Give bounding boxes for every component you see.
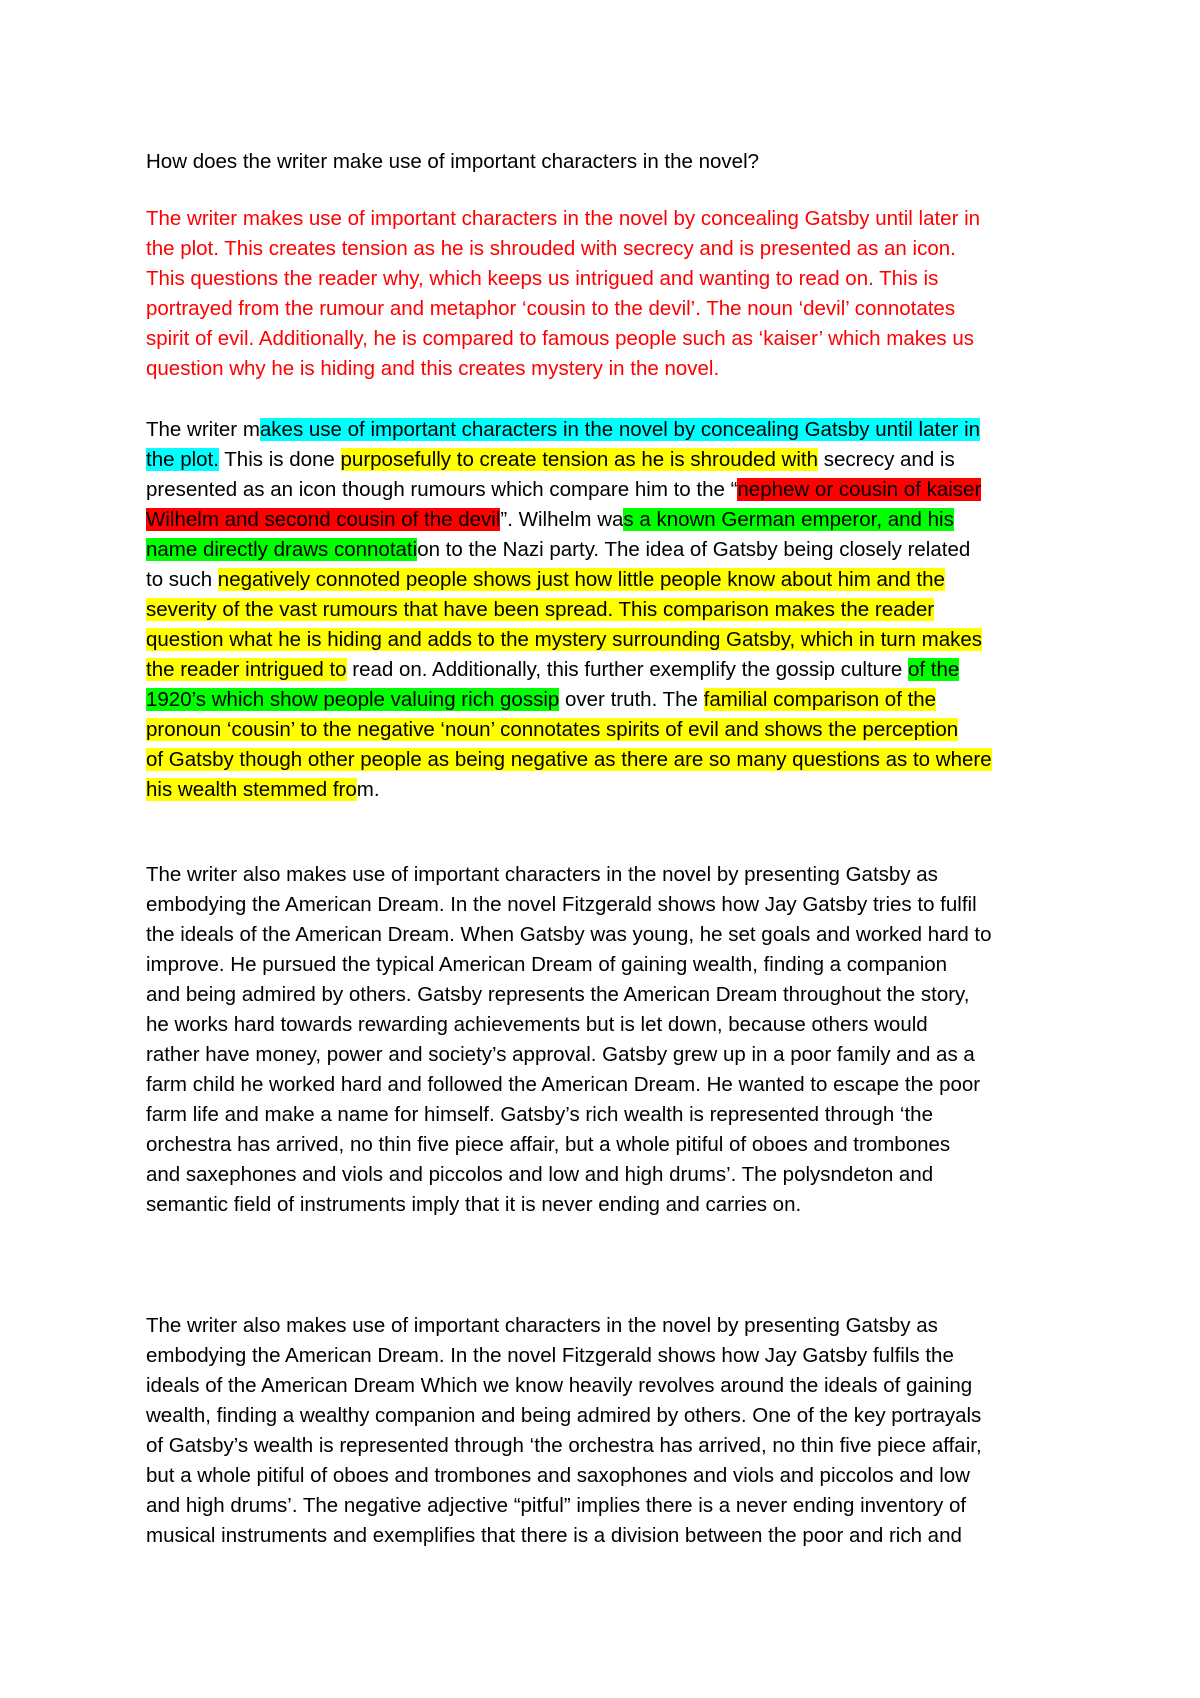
cyan-highlight: akes use of important characters in the novel by concealing Gatsby until later in (259, 418, 981, 441)
text-line: but a whole pitiful of oboes and trombones and saxophones and viols and piccolos and low (146, 1464, 970, 1487)
text-line: and being admired by others. Gatsby represents the American Dream throughout the story, (146, 983, 970, 1006)
text-line: This questions the reader why, which keeps us intrigued and wanting to read on. This is (146, 267, 939, 290)
text-line (146, 715, 1076, 745)
text-line: spirit of evil. Additionally, he is compared to famous people such as ‘kaiser’ which makes us (146, 327, 974, 350)
text-run: secrecy and is (818, 448, 955, 471)
text-line: farm child he worked hard and followed the American Dream. He wanted to escape the poor (146, 1073, 981, 1096)
yellow-highlight: familial comparison of the (703, 688, 937, 711)
text-line (146, 445, 1076, 475)
text-line (146, 655, 1076, 685)
text-line: ideals of the American Dream Which we know heavily revolves around the ideals of gaining (146, 1374, 973, 1397)
text-line (146, 535, 1076, 565)
highlighted-paragraph (146, 415, 1076, 805)
text-run: to such (146, 568, 218, 591)
text-run: on to the Nazi party. The idea of Gatsby being closely related (417, 538, 971, 561)
text-line (146, 745, 1076, 775)
yellow-highlight: severity of the vast rumours that have been spread. This comparison makes the reader (146, 598, 935, 621)
yellow-highlight: his wealth stemmed fro (146, 778, 357, 801)
text-line: The writer makes use of important characters in the novel by concealing Gatsby until later in (146, 207, 981, 230)
text-line: rather have money, power and society’s approval. Gatsby grew up in a poor family and as a (146, 1043, 975, 1066)
green-highlight: 1920’s which show people valuing rich gossip (146, 688, 560, 711)
text-line: portrayed from the rumour and metaphor ‘cousin to the devil’. The noun ‘devil’ connotates (146, 297, 956, 320)
yellow-highlight: pronoun ‘cousin’ to the negative ‘noun’ connotates spirits of evil and shows the perception (146, 718, 959, 741)
text-line: question why he is hiding and this creates mystery in the novel. (146, 357, 720, 380)
text-line: farm life and make a name for himself. Gatsby’s rich wealth is represented through ‘the (146, 1103, 933, 1126)
text-line: musical instruments and exemplifies that there is a division between the poor and rich and (146, 1524, 962, 1547)
text-run: read on. Additionally, this further exemplify the gossip culture (346, 658, 908, 681)
text-run: m. (356, 778, 380, 801)
text-run: presented as an icon though rumours which compare him to the “ (146, 478, 738, 501)
yellow-highlight: negatively connoted people shows just how little people know about him and the (217, 568, 945, 591)
yellow-highlight: purposefully to create tension as he is shrouded with (340, 448, 818, 471)
text-line: wealth, finding a wealthy companion and being admired by others. One of the key portrayals (146, 1404, 982, 1427)
text-line: improve. He pursued the typical American Dream of gaining wealth, finding a companion (146, 953, 948, 976)
red-answer-paragraph (146, 204, 1076, 384)
text-line: the plot. This creates tension as he is shrouded with secrecy and is presented as an icon. (146, 237, 956, 260)
question-text: How does the writer make use of important characters in the novel? (146, 150, 760, 173)
yellow-highlight: the reader intrigued to (146, 658, 347, 681)
yellow-highlight: of Gatsby though other people as being negative as there are so many questions as to where (146, 748, 992, 771)
text-line: The writer also makes use of important characters in the novel by presenting Gatsby as (146, 863, 938, 886)
text-line (146, 415, 1076, 445)
text-line (146, 625, 1076, 655)
green-highlight: s a known German emperor, and his (623, 508, 954, 531)
green-highlight: of the (907, 658, 960, 681)
text-line: he works hard towards rewarding achievements but is let down, because others would (146, 1013, 928, 1036)
text-line: embodying the American Dream. In the novel Fitzgerald shows how Jay Gatsby tries to fulfil (146, 893, 977, 916)
american-dream-paragraph-1 (146, 860, 1076, 1220)
text-line (146, 685, 1076, 715)
text-line: the ideals of the American Dream. When Gatsby was young, he set goals and worked hard to (146, 923, 992, 946)
text-run: This is done (218, 448, 341, 471)
text-line: orchestra has arrived, no thin five piece affair, but a whole pitiful of oboes and trombones (146, 1133, 951, 1156)
text-line: and saxephones and viols and piccolos and low and high drums’. The polysndeton and (146, 1163, 934, 1186)
text-line (146, 475, 1076, 505)
green-highlight: name directly draws connotati (146, 538, 418, 561)
text-line (146, 595, 1076, 625)
text-line: and high drums’. The negative adjective “pitful” implies there is a never ending inventory of (146, 1494, 967, 1517)
red-highlight: Wilhelm and second cousin of the devil (146, 508, 501, 531)
text-run: The writer m (146, 418, 260, 441)
text-line (146, 505, 1076, 535)
yellow-highlight: question what he is hiding and adds to the mystery surrounding Gatsby, which in turn makes (146, 628, 983, 651)
essay-question (146, 147, 1076, 177)
text-line: semantic field of instruments imply that it is never ending and carries on. (146, 1193, 802, 1216)
american-dream-paragraph-2 (146, 1311, 1076, 1551)
cyan-highlight: the plot. (146, 448, 219, 471)
text-run: ”. Wilhelm wa (500, 508, 624, 531)
text-line (146, 565, 1076, 595)
red-highlight: nephew or cousin of kaiser (737, 478, 982, 501)
text-line: The writer also makes use of important characters in the novel by presenting Gatsby as (146, 1314, 938, 1337)
text-line: of Gatsby’s wealth is represented through ‘the orchestra has arrived, no thin five piece affair, (146, 1434, 982, 1457)
text-line: embodying the American Dream. In the novel Fitzgerald shows how Jay Gatsby fulfils the (146, 1344, 954, 1367)
text-run: over truth. The (559, 688, 704, 711)
text-line (146, 775, 1076, 805)
